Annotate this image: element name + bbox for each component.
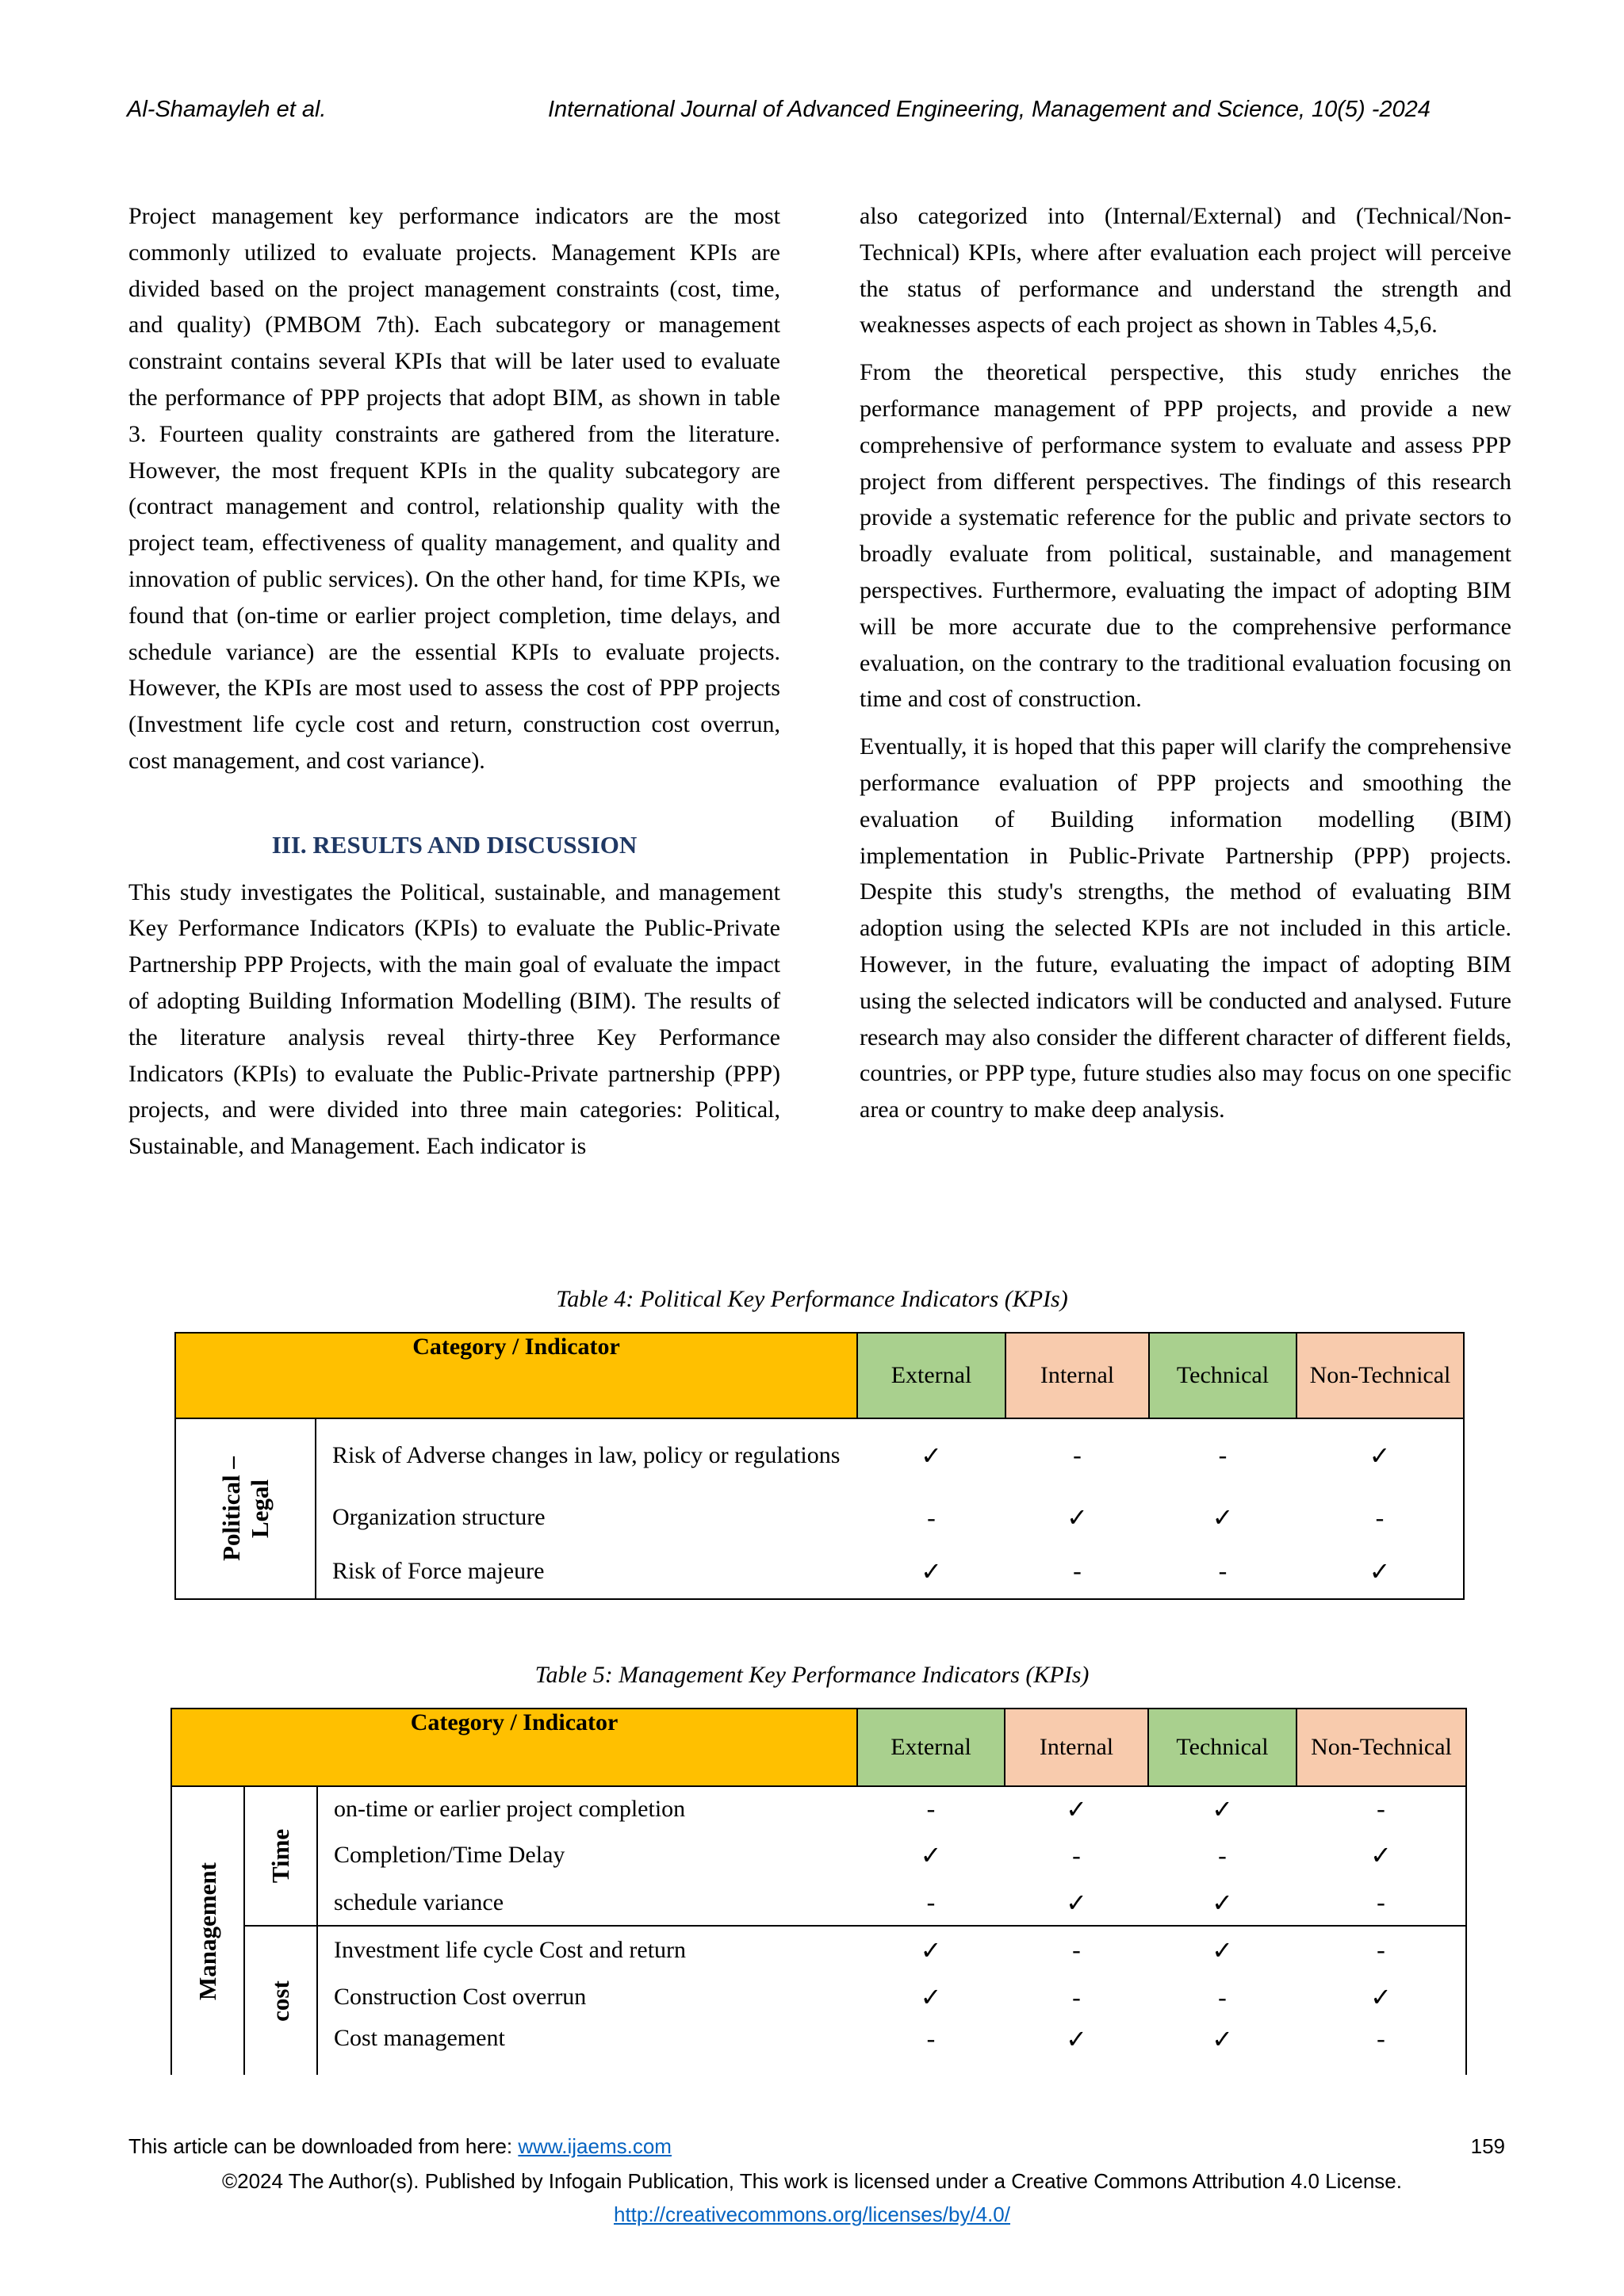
mark-external: -: [926, 1794, 936, 1823]
indicator-cell: Construction Cost overrun: [334, 1984, 587, 2010]
mark-internal: ✓: [1066, 2025, 1087, 2053]
footer-download-link[interactable]: www.ijaems.com: [518, 2134, 672, 2158]
table-row: [171, 1880, 1466, 1926]
header-non-technical: Non-Technical: [1297, 1333, 1464, 1418]
mark-technical: ✓: [1148, 1880, 1297, 1926]
table-header-row: [175, 1333, 1464, 1418]
table-row: [171, 2021, 1466, 2075]
mark-technical: -: [1218, 1840, 1227, 1869]
page-number: 159: [1470, 2134, 1505, 2158]
mark-internal: -: [1073, 1441, 1082, 1469]
footer-license: ©2024 The Author(s). Published by Infogain Publication, This work is licensed under a Creative Commons Attribution 4.0 License.: [221, 2169, 1402, 2193]
table-row: [171, 1831, 1466, 1880]
group-label-text: Management: [193, 1862, 221, 2000]
header-external: External: [857, 1709, 1005, 1786]
table-row: [175, 1544, 1464, 1599]
paragraph: From the theoretical perspective, this study enriches the performance management of PPP projects, and provide a new comprehensive of performance system to evaluate and assess PPP project from different perspectives. The findings of this research provide a systematic reference for the public and private sectors to broadly evaluate from political, sustainable, and management perspectives. Furthermore, evaluating the impact of adopting BIM will be more accurate due to the comprehensive performance evaluation, on the contrary to the traditional evaluation focusing on time and cost of construction.: [860, 359, 1511, 713]
header-technical: Technical: [1148, 1709, 1297, 1786]
table5-caption: Table 5: Management Key Performance Indicators (KPIs): [534, 1662, 1090, 1688]
table-row: [175, 1418, 1464, 1491]
mark-external: ✓: [857, 1544, 1005, 1599]
header-category: Category / Indicator: [175, 1333, 857, 1418]
group-label-text: Political – Legal: [216, 1456, 274, 1561]
indicator-cell: Organization structure: [332, 1504, 546, 1530]
mark-technical: ✓: [1212, 1935, 1233, 1965]
mark-non-technical: -: [1297, 1491, 1464, 1544]
mark-non-technical: -: [1297, 1926, 1466, 1973]
indicator-cell: Cost management: [334, 2025, 505, 2051]
mark-external: -: [926, 2024, 936, 2053]
mark-internal: ✓: [1005, 1880, 1148, 1926]
header-external: External: [857, 1333, 1005, 1418]
mark-technical: -: [1149, 1544, 1297, 1599]
right-column: [860, 198, 1511, 1139]
mark-non-technical: ✓: [1297, 1831, 1466, 1880]
mark-technical: ✓: [1212, 1503, 1234, 1532]
group-label-management: [171, 1786, 244, 2075]
footer-license-link-wrap: [0, 2202, 1624, 2227]
paragraph: Eventually, it is hoped that this paper will clarify the comprehensive performance evaluation of PPP projects and smoothing the evaluation of Building information modelling (BIM) implementation in Public-Private Partnership (PPP) projects. Despite this study's strengths, the method of evaluating BIM adoption using the selected KPIs are not included in this article. However, in the future, evaluating the impact of adopting BIM using the selected indicators will be conducted and analysed. Future research may also consider the different character of different fields, countries, or PPP type, future studies also may focus on one specific area or country to make deep analysis.: [860, 733, 1511, 1123]
mark-technical: -: [1218, 1982, 1227, 2011]
header-internal: Internal: [1005, 1709, 1148, 1786]
subgroup-label-text: Time: [266, 1828, 294, 1884]
mark-technical: ✓: [1212, 2025, 1233, 2053]
paragraph: also categorized into (Internal/External) and (Technical/Non-Technical) KPIs, where after evaluation each project will perceive the status of performance and understand the strength and weaknesses aspects of each project as shown in Tables 4,5,6.: [860, 203, 1511, 339]
table-row: [175, 1491, 1464, 1544]
mark-non-technical: -: [1297, 1786, 1466, 1831]
paragraph: Project management key performance indicators are the most commonly utilized to evaluate projects. Management KPIs are divided based on the project management constraints (cost, time, and quality) (PMBOM 7th). Each subcategory or management constraint contains several KPIs that will be later used to evaluate the performance of PPP projects that adopt BIM, as shown in table 3. Fourteen quality constraints are gathered from the literature. However, the most frequent KPIs in the quality subcategory are (contract management and control, relationship quality with the project team, effectiveness of quality management, and quality and innovation of public services). On the other hand, for time KPIs, we found that (on-time or earlier project completion, time delays, and schedule variance) are the essential KPIs to evaluate projects. However, the KPIs are most used to assess the cost of PPP projects (Investment life cycle cost and return, construction cost overrun, cost management, and cost variance).: [128, 203, 780, 774]
mark-non-technical: -: [1297, 1880, 1466, 1926]
table4-political-kpis: [174, 1332, 1465, 1600]
mark-non-technical: ✓: [1297, 1973, 1466, 2021]
mark-external: -: [927, 1502, 936, 1532]
mark-technical: ✓: [1212, 1794, 1233, 1823]
mark-external: ✓: [920, 1935, 942, 1965]
mark-internal: -: [1072, 1982, 1081, 2011]
table-row: [171, 1786, 1466, 1831]
mark-non-technical: ✓: [1297, 1418, 1464, 1491]
indicator-cell: Risk of Force majeure: [316, 1544, 857, 1599]
mark-external: ✓: [920, 1841, 942, 1869]
footer-license-link[interactable]: http://creativecommons.org/licenses/by/4.0/: [613, 2202, 1010, 2226]
mark-internal: ✓: [1067, 1503, 1088, 1532]
subgroup-label-cost: [244, 1926, 317, 2075]
table-row: [171, 1926, 1466, 1973]
mark-non-technical: -: [1297, 2021, 1466, 2075]
footer-download: [128, 2134, 672, 2159]
mark-internal: -: [1072, 1840, 1081, 1869]
table-row: [171, 1973, 1466, 2021]
header-non-technical: Non-Technical: [1297, 1709, 1466, 1786]
header-internal: Internal: [1005, 1333, 1149, 1418]
mark-external: ✓: [920, 1983, 942, 2011]
mark-technical: -: [1218, 1441, 1228, 1469]
indicator-cell: Completion/Time Delay: [334, 1842, 565, 1868]
mark-internal: -: [1072, 1935, 1081, 1964]
mark-internal: ✓: [1066, 1794, 1087, 1823]
indicator-cell: Risk of Adverse changes in law, policy or regulations: [332, 1441, 841, 1468]
header-technical: Technical: [1149, 1333, 1297, 1418]
header-authors: Al-Shamayleh et al.: [127, 97, 327, 122]
table-header-row: [171, 1709, 1466, 1786]
table4-caption: Table 4: Political Key Performance Indicators (KPIs): [556, 1286, 1068, 1312]
section-heading: III. RESULTS AND DISCUSSION: [271, 830, 638, 859]
indicator-cell: schedule variance: [317, 1880, 857, 1926]
group-label-political-legal: [175, 1418, 316, 1599]
mark-internal: -: [1005, 1544, 1149, 1599]
left-column: [128, 198, 780, 1176]
subgroup-label-time: [244, 1786, 317, 1926]
footer-download-text: This article can be downloaded from here:: [128, 2134, 519, 2158]
mark-non-technical: ✓: [1297, 1544, 1464, 1599]
subgroup-label-text: cost: [266, 1980, 294, 2022]
indicator-cell: on-time or earlier project completion: [334, 1795, 686, 1822]
mark-external: ✓: [921, 1441, 942, 1470]
table5-management-kpis: [170, 1708, 1467, 2075]
indicator-cell: Investment life cycle Cost and return: [334, 1936, 687, 1963]
paragraph: This study investigates the Political, sustainable, and management Key Performance Indicators (KPIs) to evaluate the Public-Private Partnership PPP Projects, with the main goal of evaluate the impact of adopting Building Information Modelling (BIM). The results of the literature analysis reveal thirty-three Key Performance Indicators (KPIs) to evaluate the Public-Private partnership (PPP) projects, and were divided into three main categories: Political, Sustainable, and Management. Each indicator is: [128, 878, 780, 1160]
header-journal: International Journal of Advanced Engineering, Management and Science, 10(5) -2024: [548, 97, 1431, 122]
header-category: Category / Indicator: [171, 1709, 857, 1786]
mark-external: -: [857, 1880, 1005, 1926]
